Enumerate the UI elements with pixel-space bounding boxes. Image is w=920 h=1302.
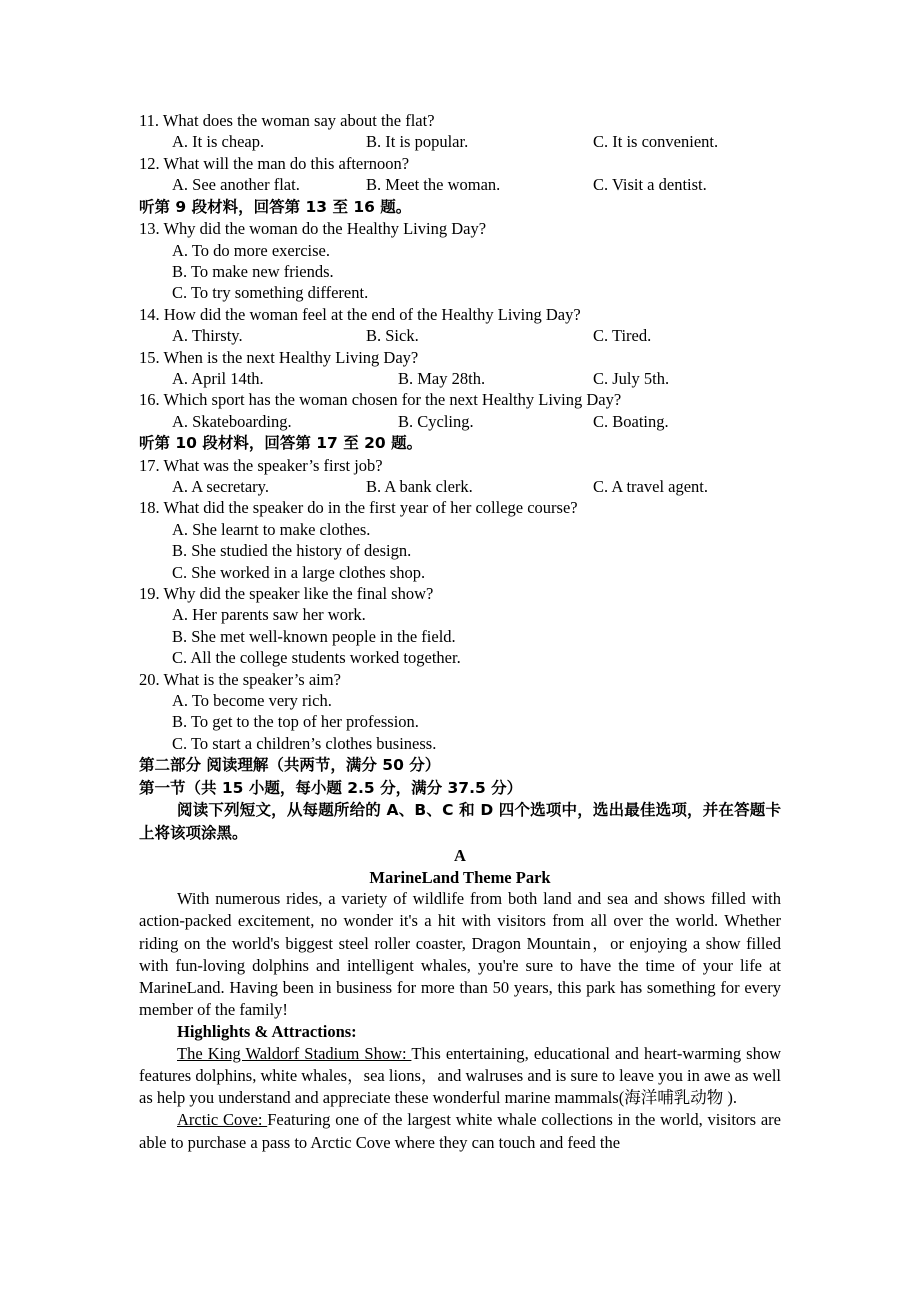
q19-option-c: C. All the college students worked together. (172, 648, 461, 668)
exam-page (139, 110, 781, 1154)
q15-option-b: B. May 28th. (398, 368, 486, 388)
question-19-stem: 19. Why did the speaker like the final show? (139, 584, 434, 603)
q13-option-a: A. To do more exercise. (172, 240, 330, 260)
q12-option-c: C. Visit a dentist. (593, 175, 707, 195)
q18-option-c: C. She worked in a large clothes shop. (172, 562, 426, 582)
question-18-stem: 18. What did the speaker do in the first year of her college course? (139, 498, 578, 518)
q12-option-a: A. See another flat. (172, 175, 300, 195)
question-12-options (139, 174, 781, 195)
q14-option-c: C. Tired. (593, 326, 652, 346)
q19-option-b: B. She met well-known people in the field. (172, 626, 456, 646)
q20-option-a: A. To become very rich. (172, 690, 332, 710)
highlights-heading: Highlights & Attractions: (177, 1022, 357, 1042)
q11-option-a: A. It is cheap. (172, 132, 265, 152)
question-16-stem: 16. Which sport has the woman chosen for the next Healthy Living Day? (139, 390, 622, 410)
q17-option-b: B. A bank clerk. (366, 477, 473, 497)
q12-option-b: B. Meet the woman. (366, 175, 501, 195)
q20-option-b: B. To get to the top of her profession. (172, 712, 419, 732)
q17-option-c: C. A travel agent. (593, 477, 709, 497)
q17-option-a: A. A secretary. (172, 477, 269, 497)
q15-option-a: A. April 14th. (172, 368, 264, 388)
question-14-options (139, 325, 781, 346)
question-17-options (139, 476, 781, 497)
question-20-stem: 20. What is the speaker’s aim? (139, 669, 341, 689)
q20-option-c: C. To start a children’s clothes business. (172, 733, 437, 753)
question-15-options (139, 368, 781, 389)
part-2-instruction: 阅读下列短文，从每题所给的 A、B、C 和 D 四个选项中，选出最佳选项，并在答题卡上将该项涂黑。 (139, 801, 781, 843)
q11-option-b: B. It is popular. (366, 132, 469, 152)
question-13-stem: 13. Why did the woman do the Healthy Living Day? (139, 219, 487, 239)
arctic-cove-paragraph (139, 1109, 781, 1153)
section-9-heading: 听第 9 段材料，回答第 13 至 16 题。 (139, 197, 412, 216)
part-2-section-1: 第一节（共 15 小题，每小题 2.5 分，满分 37.5 分） (139, 778, 523, 797)
question-12-stem: 12. What will the man do this afternoon? (139, 153, 410, 173)
q14-option-b: B. Sick. (366, 326, 419, 346)
q11-option-c: C. It is convenient. (593, 132, 719, 152)
q16-option-b: B. Cycling. (398, 411, 474, 431)
q18-option-b: B. She studied the history of design. (172, 541, 412, 561)
q18-option-a: A. She learnt to make clothes. (172, 519, 371, 539)
q13-option-c: C. To try something different. (172, 283, 369, 303)
question-15-stem: 15. When is the next Healthy Living Day? (139, 347, 419, 367)
question-16-options (139, 411, 781, 432)
question-11-options (139, 131, 781, 152)
q16-option-a: A. Skateboarding. (172, 411, 292, 431)
q13-option-b: B. To make new friends. (172, 261, 334, 281)
question-14-stem: 14. How did the woman feel at the end of the Healthy Living Day? (139, 304, 581, 324)
arctic-cove-name: Arctic Cove: (177, 1110, 268, 1130)
stadium-show-paragraph (139, 1043, 781, 1110)
question-17-stem: 17. What was the speaker’s first job? (139, 455, 383, 475)
part-2-title: 第二部分 阅读理解（共两节，满分 50 分） (139, 756, 441, 775)
q14-option-a: A. Thirsty. (172, 326, 243, 346)
section-10-heading: 听第 10 段材料，回答第 17 至 20 题。 (139, 434, 423, 453)
q19-option-a: A. Her parents saw her work. (172, 605, 366, 625)
arctic-cove-text: Featuring one of the largest white whale collections in the world, visitors are able to purchase a pass to Arctic Cove where they can touch and feed the (139, 1110, 781, 1152)
stadium-show-name: The King Waldorf Stadium Show: (177, 1043, 412, 1063)
passage-intro-paragraph: With numerous rides, a variety of wildlife from both land and sea and shows filled with action-packed excitement, no wonder it's a hit with visitors from all over the world. Whether riding on the world's biggest steel roller coaster, Dragon Mountain，or enjoying a show filled with fun-loving dolphins and intelligent whales, you're sure to have the time of your life at MarineLand. Having been in business for more than 50 years, this park has something for every member of the family! (139, 889, 781, 1020)
passage-letter: A (454, 846, 466, 866)
stadium-show-text: This entertaining, educational and heart-warming show features dolphins, white whales，sea lions，and walruses and is sure to leave you in awe as well as help you understand and appreciate these wonderful marine mammals(海洋哺乳动物 ). (139, 1043, 782, 1108)
passage-title: MarineLand Theme Park (369, 867, 551, 887)
q16-option-c: C. Boating. (593, 411, 669, 431)
question-11-stem: 11. What does the woman say about the flat? (139, 111, 435, 130)
q15-option-c: C. July 5th. (593, 368, 670, 388)
